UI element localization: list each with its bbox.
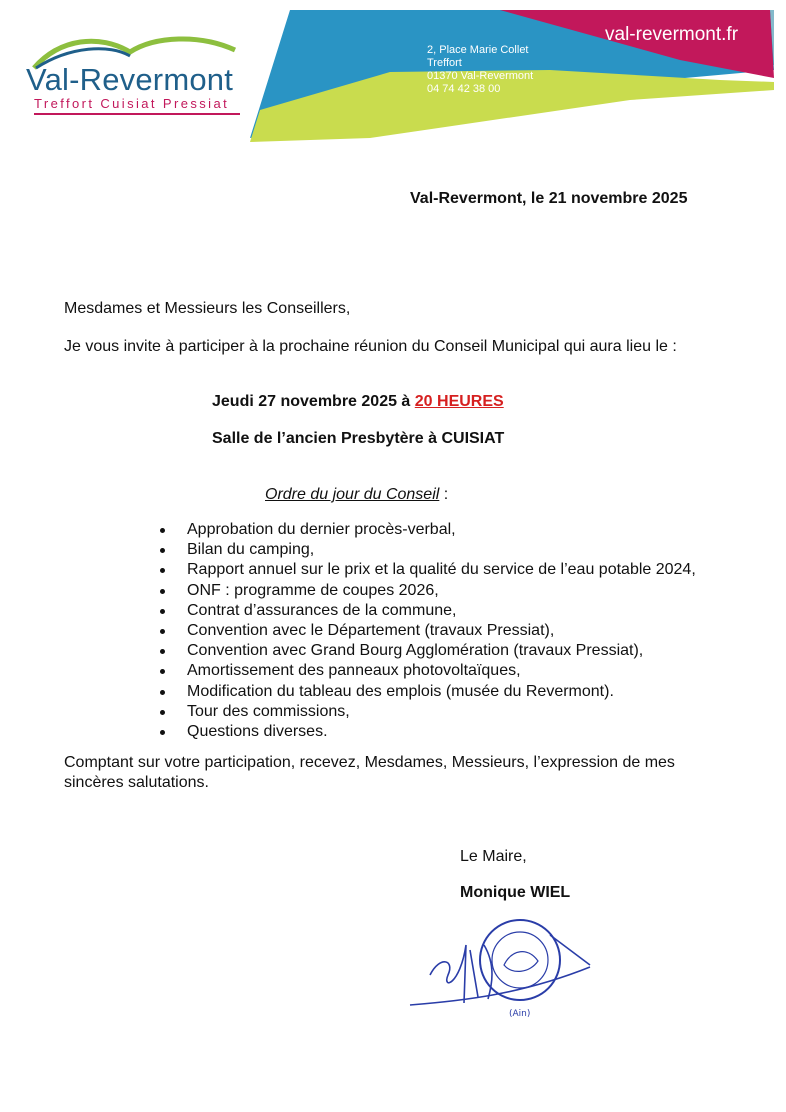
closing-text: Comptant sur votre participation, recevez, Mesdames, Messieurs, l’expression de mes	[64, 754, 675, 771]
address-line: 01370 Val-Revermont	[427, 70, 534, 82]
logo-text: Val-Revermont	[26, 62, 234, 97]
signer-title: Le Maire,	[460, 848, 527, 865]
salutation: Mesdames et Messieurs les Conseillers,	[64, 300, 351, 317]
address-line: 04 74 42 38 00	[427, 83, 501, 95]
agenda-heading: Ordre du jour du Conseil :	[265, 486, 449, 503]
agenda-item: Questions diverses.	[160, 722, 696, 742]
agenda-item: Rapport annuel sur le prix et la qualité du service de l’eau potable 2024,	[160, 560, 696, 580]
agenda-item: Tour des commissions,	[160, 702, 696, 722]
meeting-place: Salle de l’ancien Presbytère à CUISIAT	[212, 430, 505, 447]
website-url: val-revermont.fr	[605, 24, 739, 45]
address-line: Treffort	[427, 57, 462, 69]
logo-towns: Treffort Cuisiat Pressiat	[34, 96, 230, 111]
agenda-item: ONF : programme de coupes 2026,	[160, 581, 696, 601]
agenda-item: Amortissement des panneaux photovoltaïques,	[160, 661, 696, 681]
agenda-item: Convention avec Grand Bourg Agglomération (travaux Pressiat),	[160, 641, 696, 661]
closing-text: sincères salutations.	[64, 774, 209, 791]
agenda-item: Contrat d’assurances de la commune,	[160, 601, 696, 621]
signer-name: Monique WIEL	[460, 884, 571, 901]
meeting-date: Jeudi 27 novembre 2025 à	[212, 393, 411, 410]
address-line: 2, Place Marie Collet	[427, 44, 529, 56]
agenda-item: Modification du tableau des emplois (musée du Revermont).	[160, 682, 696, 702]
meeting-datetime	[212, 391, 504, 412]
agenda-list	[160, 520, 696, 742]
agenda-item: Bilan du camping,	[160, 540, 696, 560]
svg-text:(Ain): (Ain)	[509, 1009, 531, 1019]
agenda-item: Approbation du dernier procès-verbal,	[160, 520, 696, 540]
letter-date: Val-Revermont, le 21 novembre 2025	[410, 190, 688, 207]
agenda-item: Convention avec le Département (travaux Pressiat),	[160, 621, 696, 641]
agenda-title: Ordre du jour du Conseil	[265, 486, 440, 503]
meeting-time: 20 HEURES	[414, 393, 504, 410]
logo-underline	[34, 113, 240, 115]
signature-stamp	[400, 915, 600, 1025]
intro-text: Je vous invite à participer à la prochaine réunion du Conseil Municipal qui aura lieu le :	[64, 338, 677, 355]
